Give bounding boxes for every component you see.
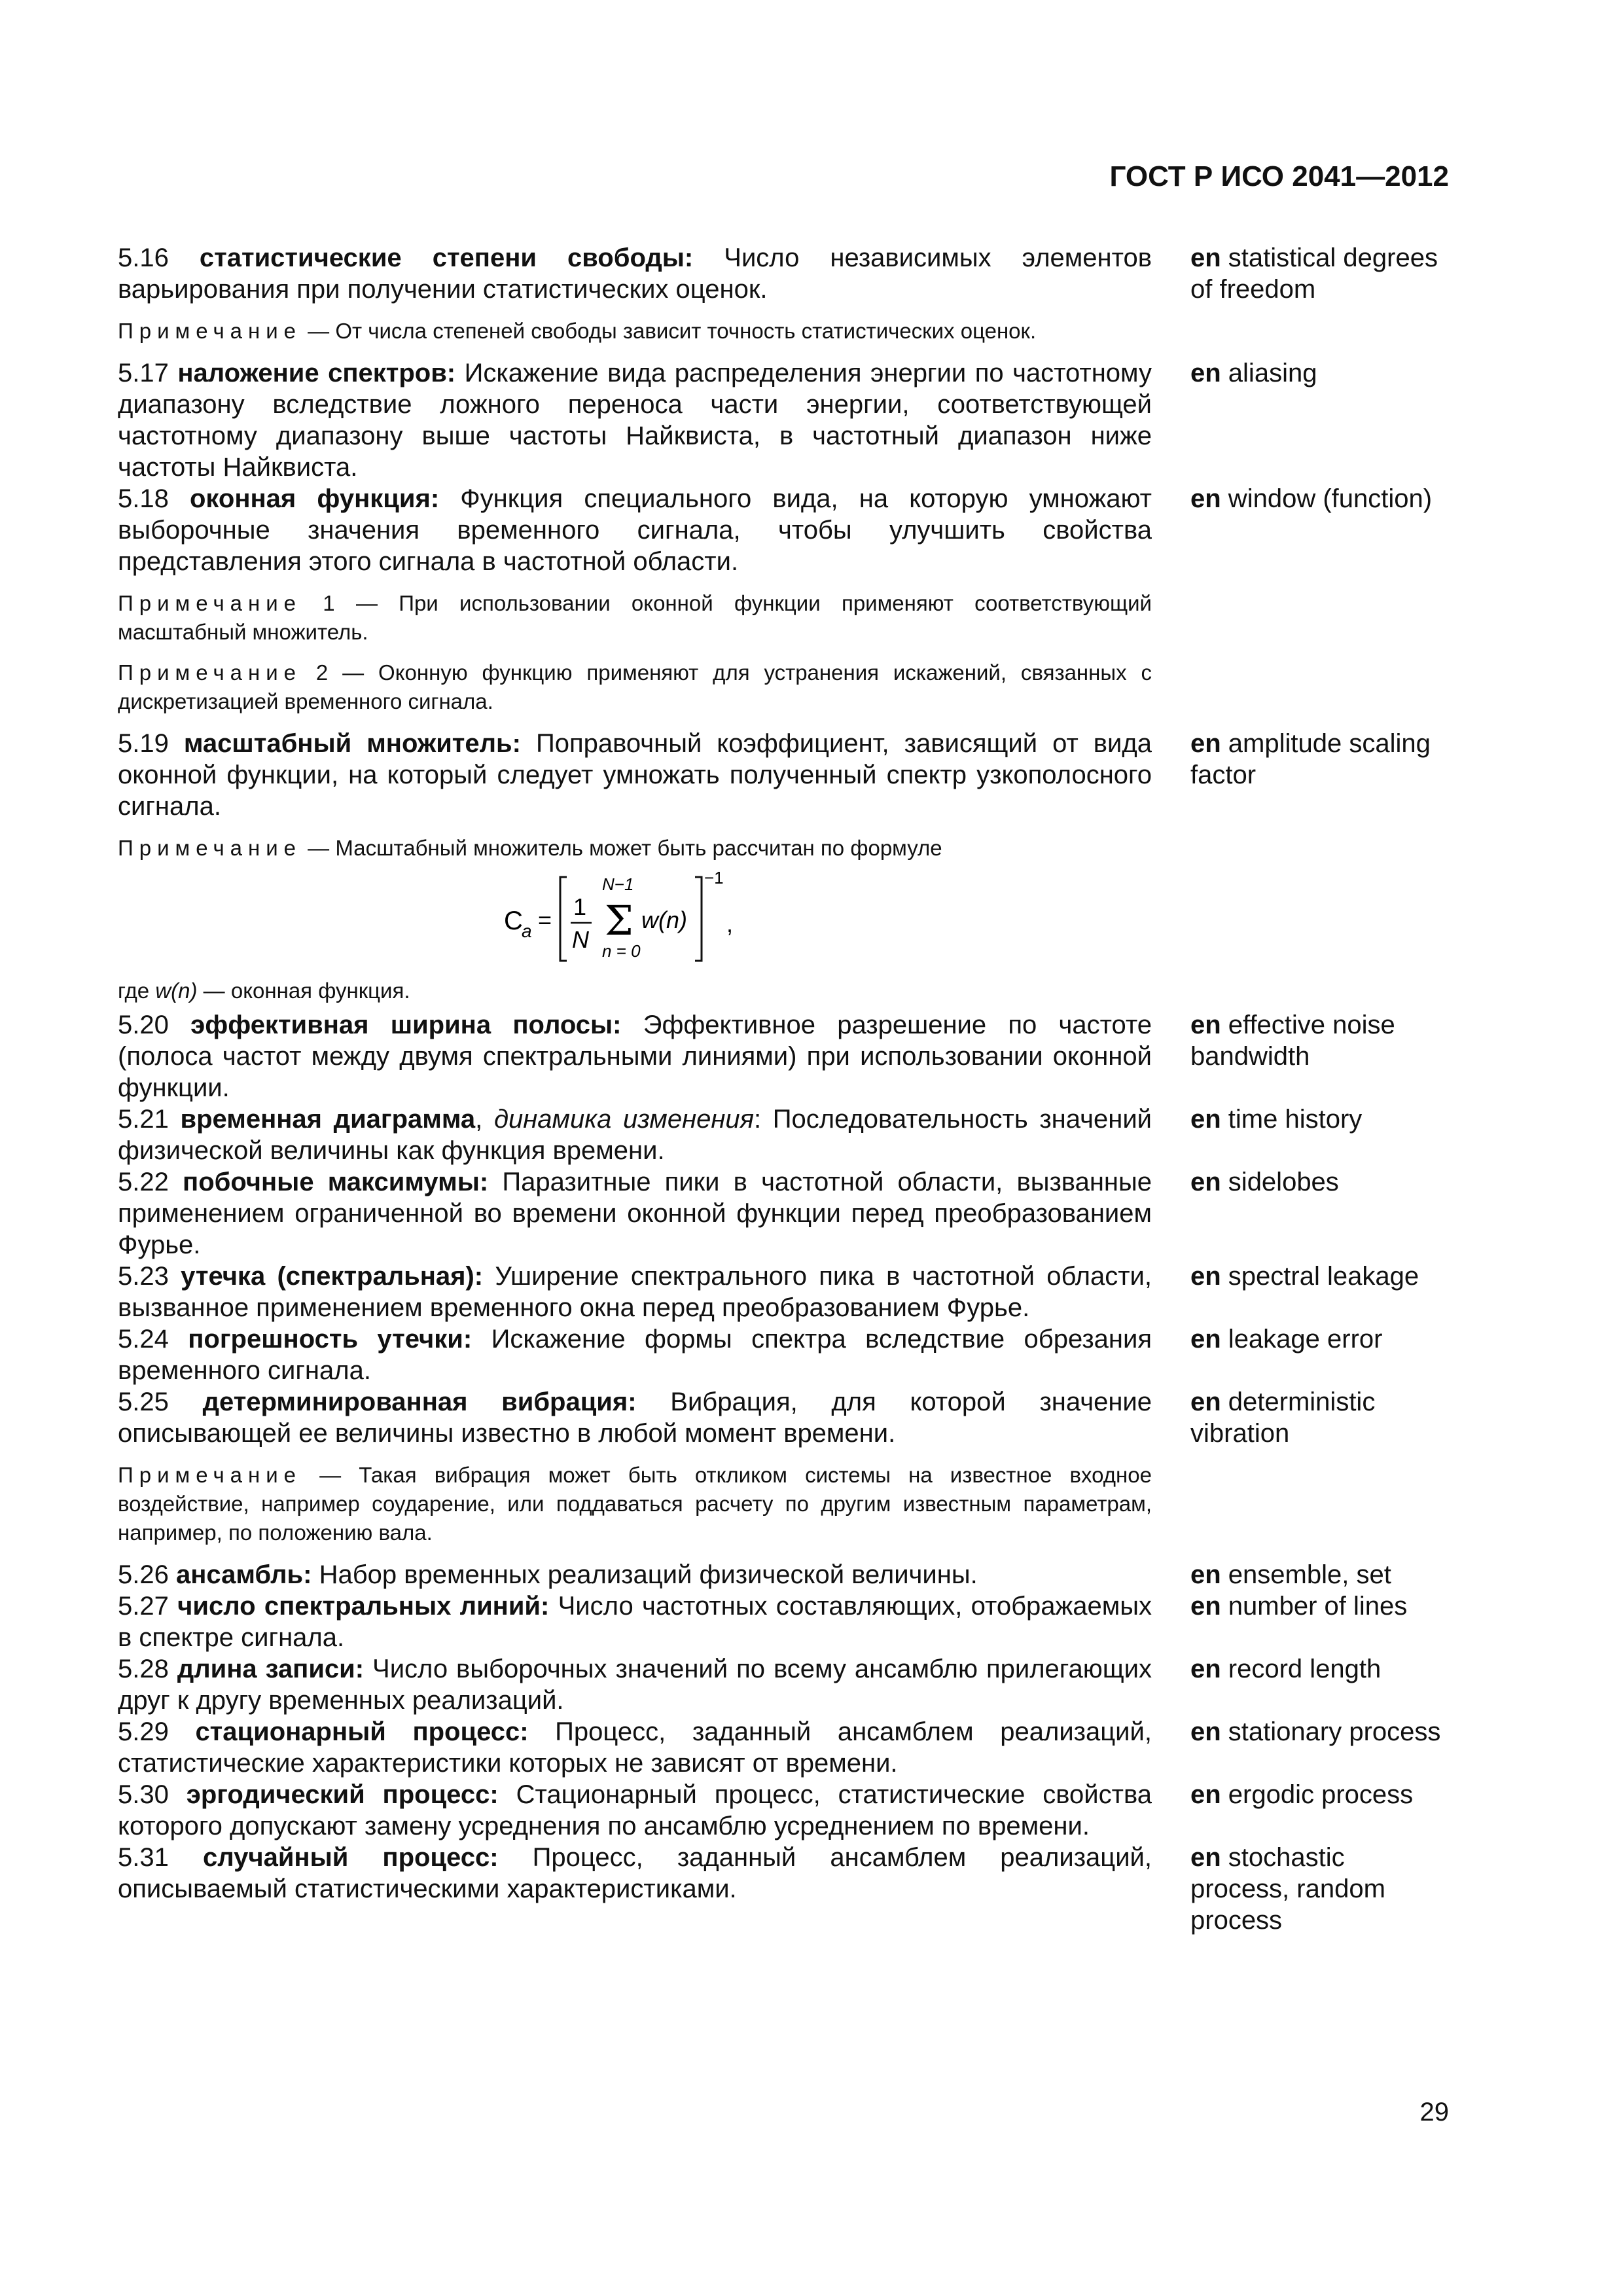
entry-number: 5.18 <box>118 484 169 513</box>
entry-number: 5.19 <box>118 729 169 758</box>
term-entry <box>118 1559 1449 1590</box>
note: Примечание — Такая вибрация может быть откликом системы на известное входное воздействие, например соударение, или поддаваться расчету по другим известным параметрам, например, по положению вала. <box>118 1463 1152 1545</box>
entry-number: 5.23 <box>118 1262 169 1291</box>
term-definition: Паразитные пики в частотной области, вызванные применением ограниченной во времени оконной функции перед преобразованием Фурье. <box>118 1168 1152 1259</box>
term-definition: Уширение спектрального пика в частотной области, вызванное применением временного окна перед преобразованием Фурье. <box>118 1262 1152 1322</box>
term-name: побочные максимумы: <box>183 1168 489 1196</box>
en-term: aliasing <box>1221 359 1317 387</box>
en-label: en <box>1190 1560 1221 1589</box>
term-entry: 5.21 временная диаграмма, динамика изменения: Последовательность значений физической величины как функция времени. en time history <box>118 1105 1363 1165</box>
en-label: en <box>1190 1262 1221 1291</box>
term-definition: Поправочный коэффициент, зависящий от вида оконной функции, на который следует умножать полученный спектр узкополосного сигнала. <box>118 729 1152 821</box>
formula-lhs: C <box>504 906 523 935</box>
term-entry <box>118 1386 1449 1449</box>
entry-number: 5.28 <box>118 1655 169 1683</box>
entry-number: 5.16 <box>118 243 169 272</box>
en-label: en <box>1190 1388 1221 1416</box>
term-entry <box>118 1653 1449 1716</box>
term-name: погрешность утечки: <box>188 1325 473 1354</box>
term-definition: : Последовательность значений физической величины как функция времени. <box>118 1105 1152 1165</box>
term-definition: Функция специального вида, на которую умножают выборочные значения временного сигнала, чтобы улучшить свойства представления этого сигнала в частотной области. <box>118 484 1152 576</box>
sum-upper-limit: N−1 <box>602 874 634 894</box>
term-name: наложение спектров: <box>177 359 456 387</box>
en-term: amplitude scaling factor <box>1190 729 1431 789</box>
en-term: stationary process <box>1221 1717 1441 1746</box>
en-label: en <box>1190 1843 1221 1872</box>
term-definition: Число выборочных значений по всему ансамблю прилегающих друг к другу временных реализаций. <box>118 1655 1152 1715</box>
scaling-factor-formula <box>118 865 1152 977</box>
en-label: en <box>1190 1592 1221 1621</box>
entry-number: 5.27 <box>118 1592 169 1621</box>
entry-number: 5.31 <box>118 1843 169 1872</box>
entry-number: 5.30 <box>118 1780 169 1809</box>
term-entry <box>118 1590 1449 1653</box>
term-name: статистические степени свободы: <box>199 243 694 272</box>
en-label: en <box>1190 1168 1221 1196</box>
term-name: масштабный множитель: <box>183 729 521 758</box>
en-term: effective noise bandwidth <box>1190 1011 1395 1071</box>
formula-function: w(n) <box>641 906 687 933</box>
term-definition: Стационарный процесс, статистические свойства которого допускают замену усреднения по ансамблю усреднением по времени. <box>118 1780 1152 1840</box>
formula-denominator: N <box>572 926 589 953</box>
term-name: ансамбль: <box>175 1560 312 1589</box>
term-definition: Число независимых элементов варьирования при получении статистических оценок. <box>118 243 1152 304</box>
entry-number: 5.22 <box>118 1168 169 1196</box>
en-term: deterministic vibration <box>1190 1388 1376 1448</box>
en-label: en <box>1190 1105 1221 1134</box>
entry-number: 5.17 <box>118 359 169 387</box>
term-definition: Процесс, заданный ансамблем реализаций, описываемый статистическими характеристиками. <box>118 1843 1152 1903</box>
en-term: statistical degrees of freedom <box>1190 243 1438 304</box>
term-name: детерминированная вибрация: <box>202 1388 637 1416</box>
formula-legend: где w(n) — оконная функция. <box>118 978 410 1003</box>
entry-number: 5.26 <box>118 1560 169 1589</box>
entry-number: 5.29 <box>118 1717 169 1746</box>
sum-sigma: Σ <box>605 897 633 944</box>
formula-eq: = <box>538 906 552 933</box>
terms-content <box>118 242 1449 1936</box>
term-definition: Вибрация, для которой значение описывающей ее величины известно в любой момент времени. <box>118 1388 1152 1448</box>
term-definition: Искажение формы спектра вследствие обрезания временного сигнала. <box>118 1325 1152 1385</box>
entry-number: 5.20 <box>118 1011 169 1039</box>
entry-number: 5.25 <box>118 1388 169 1416</box>
en-term: window (function) <box>1221 484 1433 513</box>
term-entry <box>118 728 1449 822</box>
term-name: длина записи: <box>177 1655 365 1683</box>
en-term: spectral leakage <box>1221 1262 1419 1291</box>
note: Примечание — Масштабный множитель может быть рассчитан по формуле <box>118 836 942 860</box>
entry-number: 5.24 <box>118 1325 169 1354</box>
formula-lhs-sub: a <box>522 921 532 941</box>
page-number: 29 <box>1419 2098 1449 2126</box>
term-entry <box>118 1009 1449 1103</box>
term-name: утечка (спектральная): <box>181 1262 484 1291</box>
en-label: en <box>1190 729 1221 758</box>
term-definition: Искажение вида распределения энергии по частотному диапазону вследствие ложного переноса части энергии, соответствующей частотному диапазону выше частоты Найквиста, в частотный диапазон ниже частоты Найквиста. <box>118 359 1152 482</box>
term-name: число спектральных линий: <box>177 1592 550 1621</box>
en-term: sidelobes <box>1221 1168 1339 1196</box>
term-name: стационарный процесс: <box>195 1717 529 1746</box>
en-label: en <box>1190 1717 1221 1746</box>
en-term: number of lines <box>1221 1592 1408 1621</box>
term-entry <box>118 1261 1449 1323</box>
left-bracket <box>560 877 567 961</box>
term-name: случайный процесс: <box>202 1843 499 1872</box>
en-label: en <box>1190 359 1221 387</box>
term-entry <box>118 483 1449 577</box>
term-name: эффективная ширина полосы: <box>190 1011 622 1039</box>
term-definition: Процесс, заданный ансамблем реализаций, статистические характеристики которых не зависят от времени. <box>118 1717 1152 1778</box>
term-synonym: динамика изменения <box>493 1105 754 1134</box>
en-term: ergodic process <box>1221 1780 1414 1809</box>
standard-header: ГОСТ Р ИСО 2041—2012 <box>1109 160 1449 192</box>
term-entry <box>118 357 1449 483</box>
entry-number: 5.21 <box>118 1105 169 1134</box>
en-term: ensemble, set <box>1221 1560 1391 1589</box>
term-name: оконная функция: <box>190 484 440 513</box>
en-term: leakage error <box>1221 1325 1383 1354</box>
en-term: record length <box>1221 1655 1382 1683</box>
note: Примечание — От числа степеней свободы зависит точность статистических оценок. <box>118 319 1037 343</box>
en-label: en <box>1190 1325 1221 1354</box>
term-entry <box>118 1842 1449 1936</box>
term-entry <box>118 1323 1449 1386</box>
formula-numerator: 1 <box>573 893 587 920</box>
term-definition: Набор временных реализаций физической величины. <box>312 1560 978 1589</box>
en-label: en <box>1190 1011 1221 1039</box>
sum-lower-limit: n = 0 <box>602 941 641 961</box>
term-definition: Эффективное разрешение по частоте (полоса частот между двумя спектральными линиями) при использовании оконной функции. <box>118 1011 1152 1102</box>
en-label: en <box>1190 1655 1221 1683</box>
term-entry <box>118 1166 1449 1261</box>
term-definition: Число частотных составляющих, отображаемых в спектре сигнала. <box>118 1592 1152 1652</box>
en-label: en <box>1190 484 1221 513</box>
formula-comma: , <box>726 910 734 937</box>
term-entry <box>118 242 1449 305</box>
en-term: time history <box>1221 1105 1363 1134</box>
en-term: stochastic process, random process <box>1190 1843 1385 1935</box>
formula-graphic <box>504 865 818 977</box>
note: Примечание 1 — При использовании оконной функции применяют соответствующий масштабный множитель. <box>118 591 1152 644</box>
right-bracket <box>695 877 702 961</box>
en-label: en <box>1190 243 1221 272</box>
term-entry <box>118 1779 1449 1842</box>
note: Примечание 2 — Оконную функцию применяют для устранения искажений, связанных с дискретизацией временного сигнала. <box>118 660 1152 713</box>
term-entry <box>118 1716 1449 1779</box>
term-name: временная диаграмма <box>180 1105 476 1134</box>
term-name: эргодический процесс: <box>186 1780 499 1809</box>
formula-exponent: −1 <box>704 868 724 888</box>
en-label: en <box>1190 1780 1221 1809</box>
